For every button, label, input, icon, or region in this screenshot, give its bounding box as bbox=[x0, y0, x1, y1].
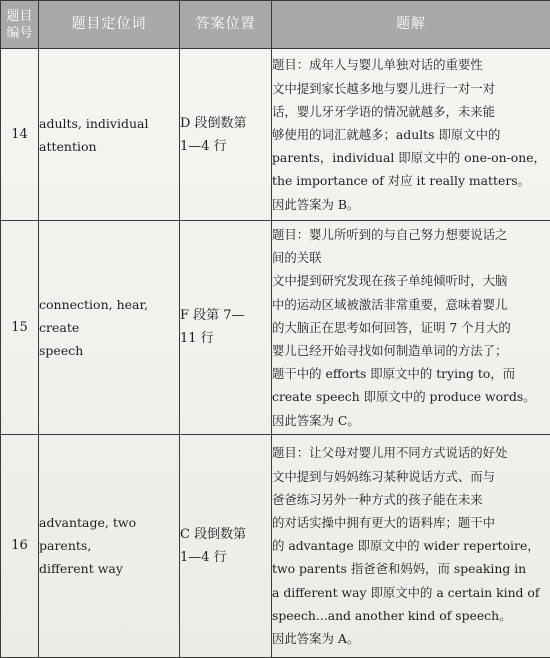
question-number: 16 bbox=[1, 434, 39, 657]
keywords-cell bbox=[39, 434, 180, 657]
keywords-line: adults, individual bbox=[39, 115, 149, 131]
explanation-line: 文中提到与妈妈练习某种说话方式、而与 bbox=[272, 468, 496, 484]
header-qno-line2: 编号 bbox=[6, 25, 33, 41]
header-explanation: 题解 bbox=[272, 1, 550, 49]
explanation-line: 的大脑正在思考如何回答，证明 7 个月大的 bbox=[272, 319, 511, 335]
table-row bbox=[1, 49, 550, 221]
explanation-line: 题干中的 efforts 即原文中的 trying to，而 bbox=[272, 366, 516, 382]
explanation-line: 文中提到家长越多地与婴儿进行一对一对 bbox=[272, 80, 496, 96]
explanation-line: 中的运动区域被激活非常重要，意味着婴儿 bbox=[272, 296, 508, 312]
explanation-line: 婴儿已经开始寻找如何制造单词的方法了； bbox=[272, 343, 508, 359]
explanation-line: parents，individual 即原文中的 one-on-one， bbox=[272, 150, 546, 166]
answer-location-cell bbox=[180, 49, 272, 221]
explanation-line: 的 advantage 即原文中的 wider repertoire， bbox=[272, 538, 540, 554]
answer-location-cell bbox=[180, 221, 272, 434]
explanation-cell bbox=[272, 434, 550, 657]
header-qno-line1: 题目 bbox=[6, 8, 33, 24]
explanation-line: 因此答案为 B。 bbox=[272, 196, 360, 212]
explanation-line: 题目：成年人与婴儿单独对话的重要性 bbox=[272, 57, 483, 73]
explanation-cell bbox=[272, 221, 550, 434]
explanation-line: a different way 即原文中的 a certain kind of bbox=[272, 584, 540, 600]
keywords-line: connection, hear, create bbox=[39, 296, 149, 335]
explanation-line: 话，婴儿牙牙学语的情况就越多，未来能 bbox=[272, 103, 496, 119]
table-row bbox=[1, 221, 550, 434]
keywords-line: speech bbox=[39, 342, 84, 358]
header-row bbox=[1, 1, 550, 49]
answer-location-cell bbox=[180, 434, 272, 657]
explanation-line: create speech 即原文中的 produce words。 bbox=[272, 389, 536, 405]
keywords-cell bbox=[39, 221, 180, 434]
location-line: C 段倒数第 bbox=[180, 526, 247, 542]
explanation-line: 因此答案为 C。 bbox=[272, 412, 360, 428]
explanation-line: 题目：婴儿所听到的与自己努力想要说话之 bbox=[272, 227, 508, 243]
keywords-line: different way bbox=[39, 561, 123, 577]
explanation-line: 的对话实操中拥有更大的语料库；题干中 bbox=[272, 515, 496, 530]
explanation-line: speech...and another kind of speech。 bbox=[272, 607, 512, 623]
keywords-line: advantage, two parents, bbox=[39, 515, 137, 554]
header-question-number bbox=[1, 1, 39, 49]
header-keywords: 题目定位词 bbox=[39, 1, 180, 49]
explanation-line: 爸爸练习另外一种方式的孩子能在未来 bbox=[272, 491, 483, 507]
explanation-cell bbox=[272, 49, 550, 221]
explanation-line: 够使用的词汇就越多；adults 即原文中的 bbox=[272, 127, 501, 143]
location-line: D 段倒数第 bbox=[180, 115, 247, 131]
explanation-line: 因此答案为 A。 bbox=[272, 631, 360, 647]
header-answer-location: 答案位置 bbox=[180, 1, 272, 49]
explanation-line: two parents 指爸爸和妈妈，而 speaking in bbox=[272, 561, 527, 577]
question-number: 15 bbox=[1, 221, 39, 434]
location-line: F 段第 7— bbox=[180, 308, 245, 324]
location-line: 1—4 行 bbox=[180, 138, 227, 154]
keywords-line: attention bbox=[39, 138, 97, 154]
explanation-line: 文中提到研究发现在孩子单纯倾听时，大脑 bbox=[272, 273, 508, 289]
explanation-line: 间的关联 bbox=[272, 250, 322, 266]
table-row bbox=[1, 434, 550, 657]
location-line: 1—4 行 bbox=[180, 549, 227, 565]
question-number: 14 bbox=[1, 49, 39, 221]
location-line: 11 行 bbox=[180, 331, 214, 347]
keywords-cell bbox=[39, 49, 180, 221]
explanation-line: the importance of 对应 it really matters。 bbox=[272, 173, 531, 189]
explanation-line: 题目：让父母对婴儿用不同方式说话的好处 bbox=[272, 445, 508, 461]
